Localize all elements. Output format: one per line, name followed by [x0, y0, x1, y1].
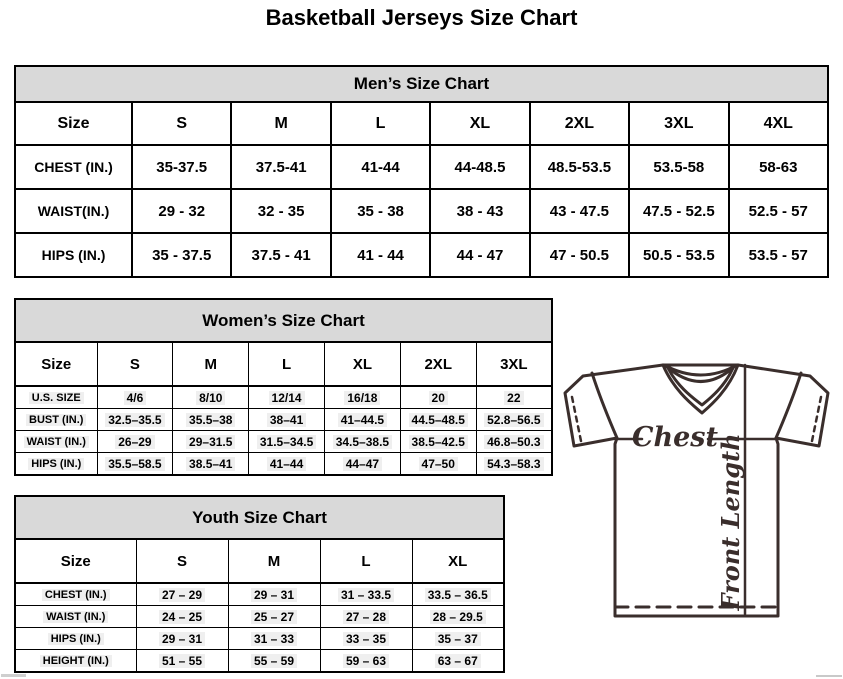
cell-text: 12/14 — [269, 391, 305, 405]
cell-text: 54.3–58.3 — [484, 457, 543, 471]
womens-table-title: Women’s Size Chart — [15, 299, 552, 342]
column-header: XL — [324, 342, 400, 386]
cell-text: 38–41 — [267, 413, 306, 427]
column-header-row — [15, 539, 504, 583]
cell-text: 29 – 31 — [159, 632, 205, 646]
cell-text: 51 – 55 — [159, 654, 205, 668]
table-cell — [228, 583, 320, 606]
table-cell: 58-63 — [729, 145, 828, 189]
table-cell: 37.5-41 — [231, 145, 330, 189]
row-label-text: HIPS (IN.) — [28, 458, 84, 470]
table-cell: 37.5 - 41 — [231, 233, 330, 277]
page-title: Basketball Jerseys Size Chart — [265, 5, 578, 30]
cell-text: 35.5–38 — [186, 413, 235, 427]
cell-text: 25 – 27 — [251, 610, 297, 624]
table-cell — [320, 606, 412, 628]
table-header-band-row — [15, 299, 552, 342]
table-cell — [400, 386, 476, 409]
column-header: 2XL — [530, 102, 629, 145]
table-cell — [228, 650, 320, 673]
table-row — [15, 233, 828, 277]
table-cell: 52.5 - 57 — [729, 189, 828, 233]
table-cell: 47 - 50.5 — [530, 233, 629, 277]
column-header: XL — [412, 539, 504, 583]
chest-label: Chest — [632, 422, 718, 453]
cell-text: 44.5–48.5 — [409, 413, 468, 427]
cell-text: 38.5–41 — [186, 457, 235, 471]
column-header: Size — [15, 539, 136, 583]
cell-text: 63 – 67 — [435, 654, 481, 668]
cell-text: 32.5–35.5 — [105, 413, 164, 427]
table-cell: 41-44 — [331, 145, 430, 189]
table-cell — [97, 386, 173, 409]
table-cell: 53.5 - 57 — [729, 233, 828, 277]
table-cell: 35-37.5 — [132, 145, 231, 189]
womens-size-chart-table — [14, 298, 553, 476]
row-label-text: CHEST (IN.) — [42, 589, 110, 601]
front-length-label: Front Length — [716, 433, 745, 611]
youth-table-title: Youth Size Chart — [15, 496, 504, 539]
column-header: 3XL — [476, 342, 552, 386]
table-cell — [173, 386, 249, 409]
table-cell — [412, 583, 504, 606]
cropped-element-fragment — [816, 675, 842, 677]
table-row — [15, 431, 552, 453]
cell-text: 41–44 — [267, 457, 306, 471]
table-cell — [136, 583, 228, 606]
cell-text: 59 – 63 — [343, 654, 389, 668]
table-cell — [324, 431, 400, 453]
cell-text: 46.8–50.3 — [484, 435, 543, 449]
row-label: CHEST (IN.) — [15, 145, 132, 189]
table-cell — [400, 431, 476, 453]
table-cell — [476, 409, 552, 431]
table-cell — [476, 453, 552, 476]
table-cell: 47.5 - 52.5 — [629, 189, 728, 233]
table-cell: 43 - 47.5 — [530, 189, 629, 233]
table-cell — [173, 409, 249, 431]
table-cell — [228, 606, 320, 628]
table-cell — [97, 453, 173, 476]
cell-text: 27 – 29 — [159, 588, 205, 602]
table-cell — [249, 453, 325, 476]
cell-text: 38.5–42.5 — [409, 435, 468, 449]
cell-text: 8/10 — [196, 391, 225, 405]
table-cell — [412, 628, 504, 650]
table-cell — [476, 386, 552, 409]
table-cell: 50.5 - 53.5 — [629, 233, 728, 277]
table-cell: 35 - 37.5 — [132, 233, 231, 277]
table-cell — [320, 650, 412, 673]
cell-text: 55 – 59 — [251, 654, 297, 668]
row-label-text: HEIGHT (IN.) — [40, 655, 112, 667]
table-cell — [320, 583, 412, 606]
table-row — [15, 606, 504, 628]
cell-text: 33 – 35 — [343, 632, 389, 646]
row-label — [15, 431, 97, 453]
table-header-band-row — [15, 66, 828, 102]
cell-text: 26–29 — [115, 435, 154, 449]
column-header-row — [15, 342, 552, 386]
column-header: Size — [15, 102, 132, 145]
row-label-text: HIPS (IN.) — [48, 633, 104, 645]
jersey-measurement-diagram — [555, 352, 843, 662]
row-label: HIPS (IN.) — [15, 233, 132, 277]
table-cell — [324, 386, 400, 409]
table-cell — [97, 431, 173, 453]
column-header: L — [331, 102, 430, 145]
column-header: S — [136, 539, 228, 583]
table-cell — [249, 409, 325, 431]
cell-text: 22 — [504, 391, 523, 405]
table-header-band-row — [15, 496, 504, 539]
table-row — [15, 628, 504, 650]
column-header: M — [173, 342, 249, 386]
table-cell: 38 - 43 — [430, 189, 529, 233]
row-label — [15, 386, 97, 409]
table-row — [15, 145, 828, 189]
cell-text: 4/6 — [124, 391, 147, 405]
row-label — [15, 453, 97, 476]
table-cell: 29 - 32 — [132, 189, 231, 233]
table-row — [15, 189, 828, 233]
table-cell: 44 - 47 — [430, 233, 529, 277]
column-header: Size — [15, 342, 97, 386]
table-cell — [136, 606, 228, 628]
table-cell — [400, 453, 476, 476]
row-label-text: WAIST (IN.) — [43, 611, 108, 623]
row-label — [15, 583, 136, 606]
table-row — [15, 583, 504, 606]
row-label-text: BUST (IN.) — [26, 414, 86, 426]
cell-text: 34.5–38.5 — [333, 435, 392, 449]
table-cell: 44-48.5 — [430, 145, 529, 189]
cell-text: 35.5–58.5 — [105, 457, 164, 471]
table-cell — [400, 409, 476, 431]
table-row — [15, 386, 552, 409]
cell-text: 28 – 29.5 — [430, 610, 486, 624]
column-header-row — [15, 102, 828, 145]
table-cell — [136, 628, 228, 650]
table-cell: 35 - 38 — [331, 189, 430, 233]
cell-text: 31.5–34.5 — [257, 435, 316, 449]
table-cell: 48.5-53.5 — [530, 145, 629, 189]
cell-text: 31 – 33 — [251, 632, 297, 646]
table-cell — [324, 453, 400, 476]
column-header: S — [97, 342, 173, 386]
table-cell — [173, 453, 249, 476]
cell-text: 20 — [429, 391, 448, 405]
table-cell — [173, 431, 249, 453]
cell-text: 52.8–56.5 — [484, 413, 543, 427]
column-header: M — [231, 102, 330, 145]
column-header: XL — [430, 102, 529, 145]
youth-size-chart-table — [14, 495, 505, 673]
cell-text: 33.5 – 36.5 — [425, 588, 491, 602]
table-cell: 41 - 44 — [331, 233, 430, 277]
table-cell — [412, 606, 504, 628]
column-header: 2XL — [400, 342, 476, 386]
column-header: 4XL — [729, 102, 828, 145]
table-row — [15, 409, 552, 431]
table-cell — [249, 431, 325, 453]
column-header: 3XL — [629, 102, 728, 145]
table-row — [15, 650, 504, 673]
cell-text: 35 – 37 — [435, 632, 481, 646]
table-cell — [324, 409, 400, 431]
column-header: M — [228, 539, 320, 583]
cell-text: 31 – 33.5 — [338, 588, 394, 602]
row-label — [15, 409, 97, 431]
mens-size-chart-table — [14, 65, 829, 278]
cell-text: 29–31.5 — [186, 435, 235, 449]
cell-text: 44–47 — [343, 457, 382, 471]
cropped-element-fragment — [1, 674, 26, 677]
column-header: S — [132, 102, 231, 145]
row-label — [15, 650, 136, 673]
row-label — [15, 628, 136, 650]
column-header: L — [249, 342, 325, 386]
table-cell: 53.5-58 — [629, 145, 728, 189]
cell-text: 16/18 — [344, 391, 380, 405]
table-cell — [412, 650, 504, 673]
jersey-outline — [565, 365, 828, 616]
row-label-text: U.S. SIZE — [29, 392, 84, 404]
row-label — [15, 606, 136, 628]
table-row — [15, 453, 552, 476]
table-cell: 32 - 35 — [231, 189, 330, 233]
table-cell — [97, 409, 173, 431]
table-cell — [136, 650, 228, 673]
cell-text: 41–44.5 — [338, 413, 387, 427]
cell-text: 29 – 31 — [251, 588, 297, 602]
cell-text: 47–50 — [419, 457, 458, 471]
cell-text: 24 – 25 — [159, 610, 205, 624]
cell-text: 27 – 28 — [343, 610, 389, 624]
table-cell — [249, 386, 325, 409]
row-label: WAIST(IN.) — [15, 189, 132, 233]
mens-table-title: Men’s Size Chart — [15, 66, 828, 102]
table-cell — [228, 628, 320, 650]
table-cell — [476, 431, 552, 453]
row-label-text: WAIST (IN.) — [24, 436, 89, 448]
table-cell — [320, 628, 412, 650]
column-header: L — [320, 539, 412, 583]
